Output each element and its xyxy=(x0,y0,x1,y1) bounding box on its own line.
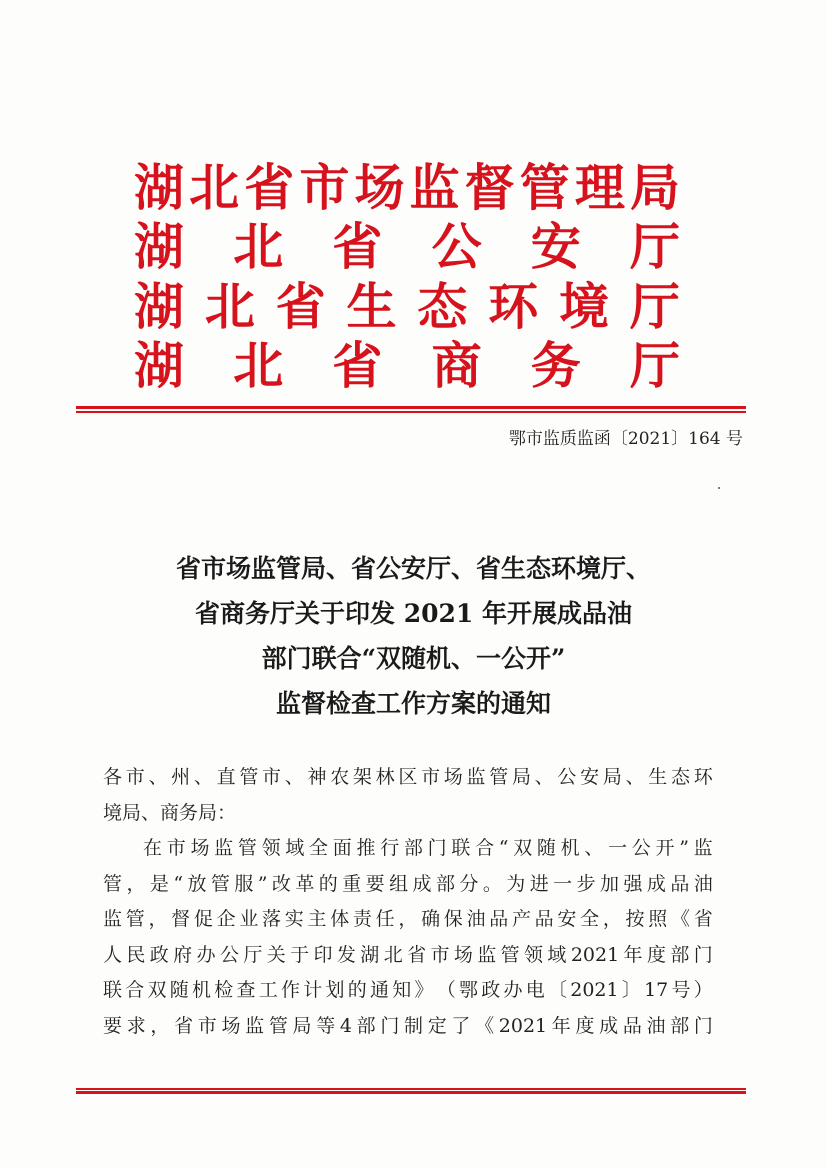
body-glyph: 按 xyxy=(625,908,645,930)
body-glyph: 各 xyxy=(103,766,123,788)
red-rule-top-thin xyxy=(76,411,746,413)
issuer-char: 环 xyxy=(488,277,539,336)
body-glyph: 市 xyxy=(166,837,186,859)
body-glyph: 机 xyxy=(192,979,212,1001)
issuer-public-security xyxy=(134,219,680,275)
body-glyph: 域 xyxy=(285,837,305,859)
body-glyph: 油 xyxy=(466,908,486,930)
body-line xyxy=(103,938,713,974)
body-glyph: 分 xyxy=(459,872,479,895)
title-line: 监督检查工作方案的通知 xyxy=(275,689,551,718)
body-glyph: 成 xyxy=(599,1014,619,1037)
body-glyph: “ xyxy=(498,837,509,859)
body-glyph: 门 xyxy=(693,1014,713,1037)
body-glyph: 在 xyxy=(143,837,163,859)
body-glyph: 一 xyxy=(608,837,628,859)
issuer-char: 湖 xyxy=(134,336,184,395)
body-glyph: 任 xyxy=(375,908,395,930)
body-glyph: 人 xyxy=(103,943,123,966)
body-glyph: 全 xyxy=(309,837,329,859)
body-glyph: 实 xyxy=(284,908,304,930)
body-glyph: 省 xyxy=(693,908,713,930)
body-glyph: 2021 xyxy=(570,979,619,1001)
body-glyph: 促 xyxy=(193,908,213,930)
body-glyph: 求 xyxy=(126,1014,146,1037)
body-glyph: 改 xyxy=(271,872,291,895)
issuer-char: 湖 xyxy=(134,217,184,276)
body-glyph: 随 xyxy=(536,837,556,859)
body-glyph: 联 xyxy=(451,837,471,859)
body-glyph: 知 xyxy=(392,979,412,1001)
issuer-char: 北 xyxy=(189,158,240,217)
body-glyph: ） xyxy=(693,979,713,1001)
body-glyph: 管 xyxy=(489,766,509,788)
body-glyph: 落 xyxy=(262,908,282,930)
body-glyph: ， xyxy=(126,872,146,895)
body-glyph: 体 xyxy=(330,908,350,930)
issuer-char: 湖 xyxy=(134,277,184,336)
body-glyph: 市 xyxy=(262,766,282,788)
issuer-char: 省 xyxy=(244,158,295,217)
body-glyph: ， xyxy=(150,1014,170,1037)
body-glyph: 管 xyxy=(268,1014,288,1037)
issuer-char: 市 xyxy=(299,158,350,217)
body-glyph: 市 xyxy=(430,943,450,966)
body-glyph: 成 xyxy=(646,872,666,895)
issuer-char: 管 xyxy=(519,158,570,217)
body-glyph: 、 xyxy=(625,766,645,788)
body-line xyxy=(103,973,713,1009)
body-glyph: 17 xyxy=(644,979,669,1001)
body-glyph: 管 xyxy=(239,766,259,788)
body-glyph: 划 xyxy=(325,979,345,1001)
body-glyph: 开 xyxy=(655,837,675,859)
body-glyph: 品 xyxy=(622,1014,642,1037)
issuer-char: 监 xyxy=(409,158,460,217)
body-glyph: 业 xyxy=(239,908,259,930)
body-glyph: 产 xyxy=(511,908,531,930)
body-glyph: 作 xyxy=(281,979,301,1001)
body-glyph: ” xyxy=(679,837,689,859)
body-glyph: 要 xyxy=(103,1014,123,1037)
body-glyph: 、 xyxy=(584,837,604,859)
body-glyph: 、 xyxy=(193,766,213,788)
body-glyph: 、 xyxy=(284,766,304,788)
body-glyph: “ xyxy=(173,872,184,895)
body-glyph: 政 xyxy=(149,943,169,966)
body-glyph: 领 xyxy=(524,943,544,966)
body-glyph: 管 xyxy=(103,872,123,895)
issuer-char: 场 xyxy=(354,158,405,217)
body-glyph: 部 xyxy=(435,872,455,895)
issuer-char: 北 xyxy=(204,277,255,336)
body-line xyxy=(103,902,713,938)
body-glyph: 直 xyxy=(216,766,236,788)
body-line xyxy=(103,1009,713,1045)
body-glyph: 府 xyxy=(173,943,193,966)
body-glyph: 鄂 xyxy=(459,979,479,1001)
body-glyph: 市 xyxy=(125,766,145,788)
body-glyph: 环 xyxy=(693,766,713,788)
red-rule-bottom xyxy=(76,1091,746,1094)
body-glyph: 监 xyxy=(103,908,123,930)
body-glyph: 一 xyxy=(553,872,573,895)
body-glyph: 市 xyxy=(421,766,441,788)
body-line xyxy=(103,867,713,903)
body-glyph: 监 xyxy=(214,837,234,859)
body-glyph: ， xyxy=(398,908,418,930)
body-glyph: （ xyxy=(436,979,456,1001)
issuer-char: 商 xyxy=(431,336,482,395)
body-glyph: 的 xyxy=(347,979,367,1001)
body-glyph: 林 xyxy=(375,766,395,788)
body-glyph: 》 xyxy=(414,979,434,1001)
issuer-char: 厅 xyxy=(629,336,680,395)
title-line: 省市场监管局、省公安厅、省生态环境厅、 xyxy=(175,554,651,583)
body-glyph: 品 xyxy=(489,908,509,930)
body-glyph: 门 xyxy=(380,1014,400,1037)
issuer-char: 公 xyxy=(431,217,482,276)
document-number: 鄂市监质监函〔2021〕164 号 xyxy=(508,429,743,449)
body-glyph: 监 xyxy=(245,1014,265,1037)
issuer-char: 北 xyxy=(233,336,284,395)
body-glyph: 公 xyxy=(557,766,577,788)
body-glyph: 部 xyxy=(670,943,690,966)
document-title xyxy=(80,546,747,726)
issuer-char: 省 xyxy=(332,217,383,276)
issuer-char: 务 xyxy=(530,336,581,395)
body-glyph: 年 xyxy=(623,943,643,966)
body-glyph: 通 xyxy=(370,979,390,1001)
body-glyph: 《 xyxy=(670,908,690,930)
body-glyph: 民 xyxy=(126,943,146,966)
issuer-char: 湖 xyxy=(134,158,184,217)
body-glyph: 局 xyxy=(602,766,622,788)
body-glyph: 为 xyxy=(506,872,526,895)
red-rule-bottom-thin xyxy=(76,1088,746,1090)
body-glyph: 计 xyxy=(303,979,323,1001)
body-glyph: 号 xyxy=(671,979,691,1001)
body-glyph: 部 xyxy=(670,1014,690,1037)
body-glyph: 场 xyxy=(453,943,473,966)
body-glyph: 监 xyxy=(477,943,497,966)
body-glyph: 公 xyxy=(631,837,651,859)
body-glyph: 、 xyxy=(534,766,554,788)
body-glyph: 机 xyxy=(560,837,580,859)
issuer-char: 局 xyxy=(629,158,680,217)
body-glyph: 服 xyxy=(234,872,254,895)
body-glyph: 随 xyxy=(169,979,189,1001)
body-glyph: 安 xyxy=(557,908,577,930)
body-glyph: 查 xyxy=(236,979,256,1001)
body-glyph: 湖 xyxy=(360,943,380,966)
body-glyph: 合 xyxy=(125,979,145,1001)
issuer-char: 理 xyxy=(574,158,625,217)
body-glyph: 组 xyxy=(389,872,409,895)
body-glyph: 推 xyxy=(356,837,376,859)
body-glyph: 态 xyxy=(670,766,690,788)
body-line: 境局、商务局： xyxy=(103,801,237,824)
body-glyph: 北 xyxy=(383,943,403,966)
body-glyph: 政 xyxy=(481,979,501,1001)
body-glyph: 办 xyxy=(503,979,523,1001)
body-glyph: 放 xyxy=(187,872,207,895)
body-glyph: 4 xyxy=(339,1014,352,1037)
issuer-char: 生 xyxy=(346,277,397,336)
body-glyph: 部 xyxy=(356,1014,376,1037)
issuer-char: 省 xyxy=(275,277,326,336)
body-glyph: 、 xyxy=(148,766,168,788)
body-glyph: 品 xyxy=(534,908,554,930)
body-glyph: 主 xyxy=(307,908,327,930)
body-glyph: 管 xyxy=(210,872,230,895)
body-glyph: 了 xyxy=(451,1014,471,1037)
body-glyph: 督 xyxy=(171,908,191,930)
body-glyph: 场 xyxy=(221,1014,241,1037)
body-glyph: 〔 xyxy=(548,979,568,1001)
body-glyph: 加 xyxy=(600,872,620,895)
body-glyph: ， xyxy=(602,908,622,930)
body-glyph: 合 xyxy=(475,837,495,859)
body-glyph: 检 xyxy=(214,979,234,1001)
issuer-char: 督 xyxy=(464,158,515,217)
body-glyph: 品 xyxy=(670,872,690,895)
body-glyph: 域 xyxy=(547,943,567,966)
body-glyph: 监 xyxy=(466,766,486,788)
red-rule-top xyxy=(76,406,746,409)
title-line: 部门联合“双随机、一公开” xyxy=(261,644,566,673)
body-glyph: 责 xyxy=(352,908,372,930)
body-glyph: 重 xyxy=(342,872,362,895)
body-glyph: 关 xyxy=(266,943,286,966)
issuer-commerce xyxy=(134,338,680,394)
issuer-char: 厅 xyxy=(629,217,680,276)
scan-speck xyxy=(718,487,720,489)
body-glyph: 电 xyxy=(525,979,545,1001)
body-line xyxy=(103,760,713,796)
body-glyph: 步 xyxy=(576,872,596,895)
body-glyph: ， xyxy=(148,908,168,930)
body-glyph: 进 xyxy=(529,872,549,895)
body-glyph: 〕 xyxy=(621,979,641,1001)
issuer-ecology-environment xyxy=(134,279,680,335)
body-glyph: 领 xyxy=(261,837,281,859)
body-glyph: 。 xyxy=(482,872,502,895)
body-glyph: 双 xyxy=(147,979,167,1001)
body-glyph: 《 xyxy=(475,1014,495,1037)
body-line xyxy=(103,831,713,867)
document-body xyxy=(103,760,713,1044)
body-glyph: 门 xyxy=(693,943,713,966)
title-line: 省商务厅关于印发 2021 年开展成品油 xyxy=(195,599,632,628)
body-glyph: 生 xyxy=(648,766,668,788)
issuer-char: 境 xyxy=(559,277,610,336)
body-glyph: 全 xyxy=(580,908,600,930)
body-glyph: 办 xyxy=(196,943,216,966)
body-glyph: 要 xyxy=(365,872,385,895)
body-glyph: 制 xyxy=(404,1014,424,1037)
issuer-char: 北 xyxy=(233,217,284,276)
body-glyph: 油 xyxy=(646,1014,666,1037)
body-glyph: 年 xyxy=(551,1014,571,1037)
body-glyph: 等 xyxy=(316,1014,336,1037)
body-glyph: 管 xyxy=(125,908,145,930)
body-glyph: 度 xyxy=(575,1014,595,1037)
body-glyph: 安 xyxy=(580,766,600,788)
body-glyph: 成 xyxy=(412,872,432,895)
body-glyph: 市 xyxy=(197,1014,217,1037)
body-glyph: 厅 xyxy=(243,943,263,966)
issuer-char: 安 xyxy=(530,217,581,276)
body-glyph: 照 xyxy=(648,908,668,930)
body-glyph: 面 xyxy=(332,837,352,859)
body-glyph: ” xyxy=(257,872,268,895)
body-glyph: 局 xyxy=(511,766,531,788)
body-glyph: 的 xyxy=(318,872,338,895)
body-glyph: 公 xyxy=(219,943,239,966)
body-glyph: 是 xyxy=(149,872,169,895)
body-glyph: 监 xyxy=(693,837,713,859)
issuer-char: 厅 xyxy=(629,277,680,336)
body-glyph: 于 xyxy=(290,943,310,966)
body-glyph: 2021 xyxy=(570,943,620,966)
body-glyph: 革 xyxy=(295,872,315,895)
issuer-char: 省 xyxy=(332,336,383,395)
body-glyph: 发 xyxy=(336,943,356,966)
body-glyph: 门 xyxy=(427,837,447,859)
body-glyph: 管 xyxy=(237,837,257,859)
body-glyph: 2021 xyxy=(498,1014,548,1037)
body-glyph: 区 xyxy=(398,766,418,788)
body-glyph: 定 xyxy=(427,1014,447,1037)
body-glyph: 工 xyxy=(258,979,278,1001)
body-glyph: 场 xyxy=(190,837,210,859)
body-glyph: 行 xyxy=(380,837,400,859)
body-glyph: 确 xyxy=(421,908,441,930)
body-glyph: 场 xyxy=(443,766,463,788)
body-glyph: 省 xyxy=(407,943,427,966)
body-glyph: 神 xyxy=(307,766,327,788)
body-glyph: 架 xyxy=(352,766,372,788)
issuer-market-supervision xyxy=(134,160,680,216)
body-glyph: 农 xyxy=(330,766,350,788)
body-glyph: 双 xyxy=(513,837,533,859)
body-glyph: 省 xyxy=(174,1014,194,1037)
body-glyph: 保 xyxy=(443,908,463,930)
body-glyph: 联 xyxy=(103,979,123,1001)
body-glyph: 油 xyxy=(693,872,713,895)
body-glyph: 度 xyxy=(646,943,666,966)
body-glyph: 强 xyxy=(623,872,643,895)
body-glyph: 部 xyxy=(403,837,423,859)
issuer-char: 态 xyxy=(417,277,468,336)
body-glyph: 州 xyxy=(171,766,191,788)
body-glyph: 企 xyxy=(216,908,236,930)
body-glyph: 管 xyxy=(500,943,520,966)
body-glyph: 局 xyxy=(292,1014,312,1037)
body-glyph: 印 xyxy=(313,943,333,966)
